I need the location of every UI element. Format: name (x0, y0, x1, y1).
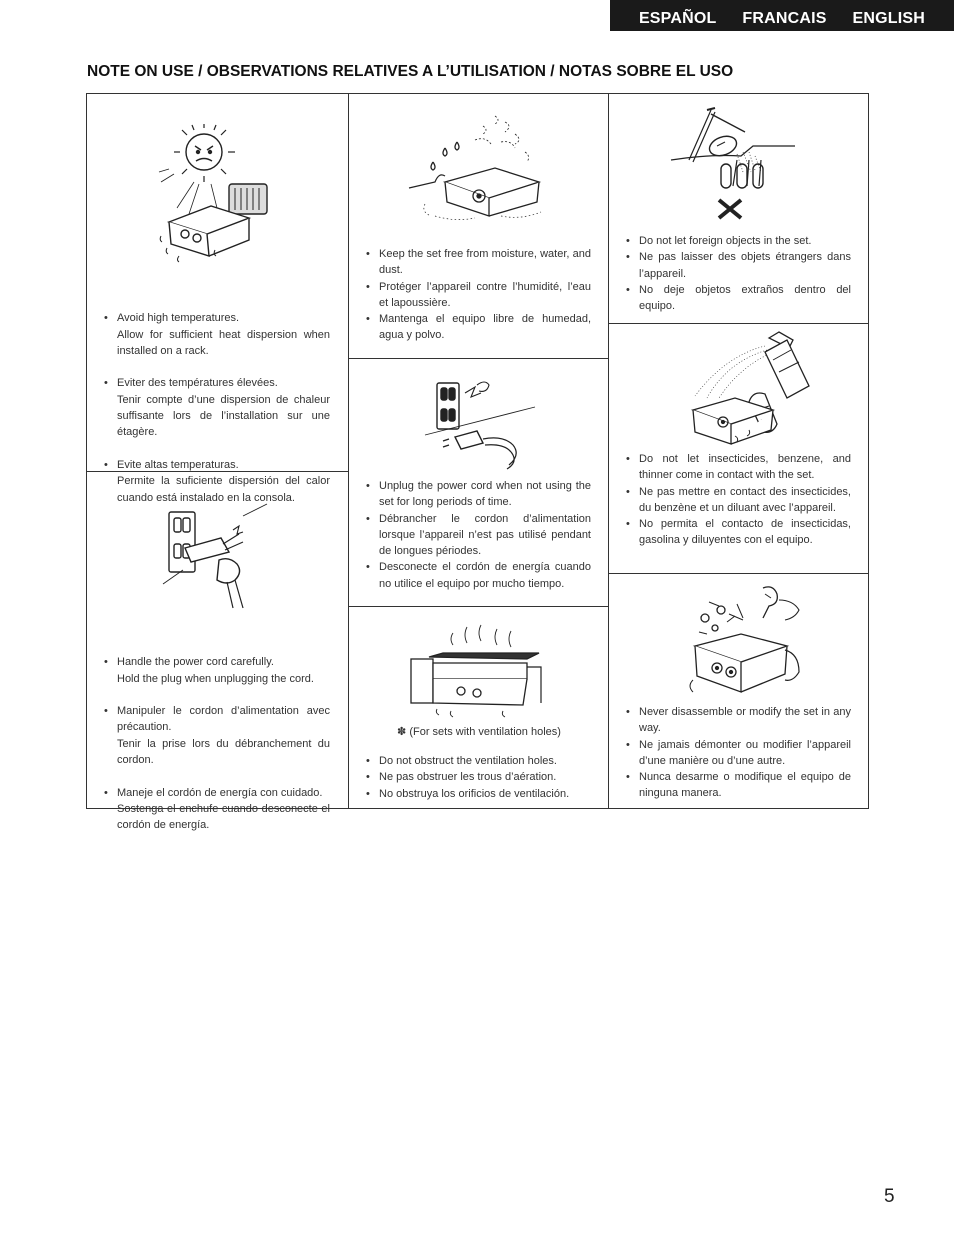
list-item: • Ne pas laisser des objets étrangers dans l’appareil. (626, 249, 851, 282)
foreign-objects-icon (667, 106, 817, 226)
list-item: • Nunca desarme o modifique el equipo de ninguna manera. (626, 769, 851, 802)
list-item: • Protéger l’appareil contre l’humidité, l’eau et lapoussière. (366, 279, 591, 312)
list-item: • Eviter des températures élevées. Tenir compte d’une dispersion de chaleur suffisante lors de l’installation sur une étagère. (104, 375, 330, 440)
list-item: • Do not let foreign objects in the set. (626, 233, 851, 249)
list-item: • Handle the power cord carefully. Hold the plug when unplugging the cord. (104, 654, 330, 687)
list-item: • Evite altas temperaturas. Permite la suficiente dispersión del calor cuando está instalado en la consola. (104, 457, 330, 506)
ventilation-notes (366, 753, 591, 802)
list-item: • Keep the set free from moisture, water, and dust. (366, 246, 591, 279)
list-item: • Avoid high temperatures. Allow for sufficient heat dispersion when installed on a rack. (104, 310, 330, 359)
list-item: • No permita el contacto de insecticidas, gasolina y diluyentes con el equipo. (626, 516, 851, 549)
unplug-notes (366, 478, 591, 592)
cell-disassemble (608, 573, 868, 808)
list-item: • Manipuler le cordon d’alimentation avec précaution. Tenir la prise lors du débranchement du cordon. (104, 703, 330, 768)
ventilation-footnote: ✽ (For sets with ventilation holes) (397, 726, 561, 738)
list-item: • Never disassemble or modify the set in any way. (626, 704, 851, 737)
page-number: 5 (884, 1186, 895, 1207)
list-item: • Ne jamais démonter ou modifier l’appareil d’une manière ou d’une autre. (626, 737, 851, 770)
list-item: • Ne pas obstruer les trous d’aération. (366, 769, 591, 785)
language-en: ENGLISH (852, 10, 926, 27)
language-es: ESPAÑOL (638, 10, 717, 27)
ventilation-icon (407, 623, 555, 719)
cell-foreign (608, 94, 868, 323)
list-item: • Mantenga el equipo libre de humedad, agua y polvo. (366, 311, 591, 344)
cell-moisture (348, 94, 608, 358)
list-item: • Maneje el cordón de energía con cuidado. Sostenga el enchufe cuando desconecte el cordón de energía. (104, 785, 330, 834)
language-fr: FRANCAIS (742, 10, 827, 27)
list-item: • Do not let insecticides, benzene, and thinner come in contact with the set. (626, 451, 851, 484)
powercord-notes (104, 638, 330, 850)
cell-powercord (87, 471, 348, 832)
moisture-notes (366, 246, 591, 344)
disassemble-notes (626, 704, 851, 802)
unplug-icon (425, 373, 543, 471)
list-item: • Ne pas mettre en contact des insecticides, du benzène et un diluant avec l’appareil. (626, 484, 851, 517)
moisture-dust-icon (405, 112, 555, 224)
list-item: • Débrancher le cordon d’alimentation lorsque l’appareil n’est pas utilisé pendant de longues périodes. (366, 511, 591, 560)
page-title: NOTE ON USE / OBSERVATIONS RELATIVES A L’UTILISATION / NOTAS SOBRE EL USO (87, 63, 734, 80)
list-item: • Unplug the power cord when not using the set for long periods of time. (366, 478, 591, 511)
cell-ventilation (348, 606, 608, 808)
spray-can-icon (665, 332, 815, 450)
sun-heater-icon (149, 124, 289, 264)
notes-grid (86, 93, 869, 832)
insecticide-notes (626, 451, 851, 549)
list-item: • Desconecte el cordón de energía cuando no utilice el equipo por mucho tiempo. (366, 559, 591, 592)
cell-temperature (87, 94, 348, 504)
power-plug-icon (163, 504, 273, 614)
list-item: • No obstruya los orificios de ventilación. (366, 786, 591, 802)
list-item: • Do not obstruct the ventilation holes. (366, 753, 591, 769)
cell-unplug (348, 358, 608, 606)
foreign-notes (626, 233, 851, 314)
language-tabs (610, 0, 954, 31)
cell-insecticide (608, 323, 868, 573)
screwdriver-icon (679, 584, 819, 704)
list-item: • No deje objetos extraños dentro del equipo. (626, 282, 851, 315)
